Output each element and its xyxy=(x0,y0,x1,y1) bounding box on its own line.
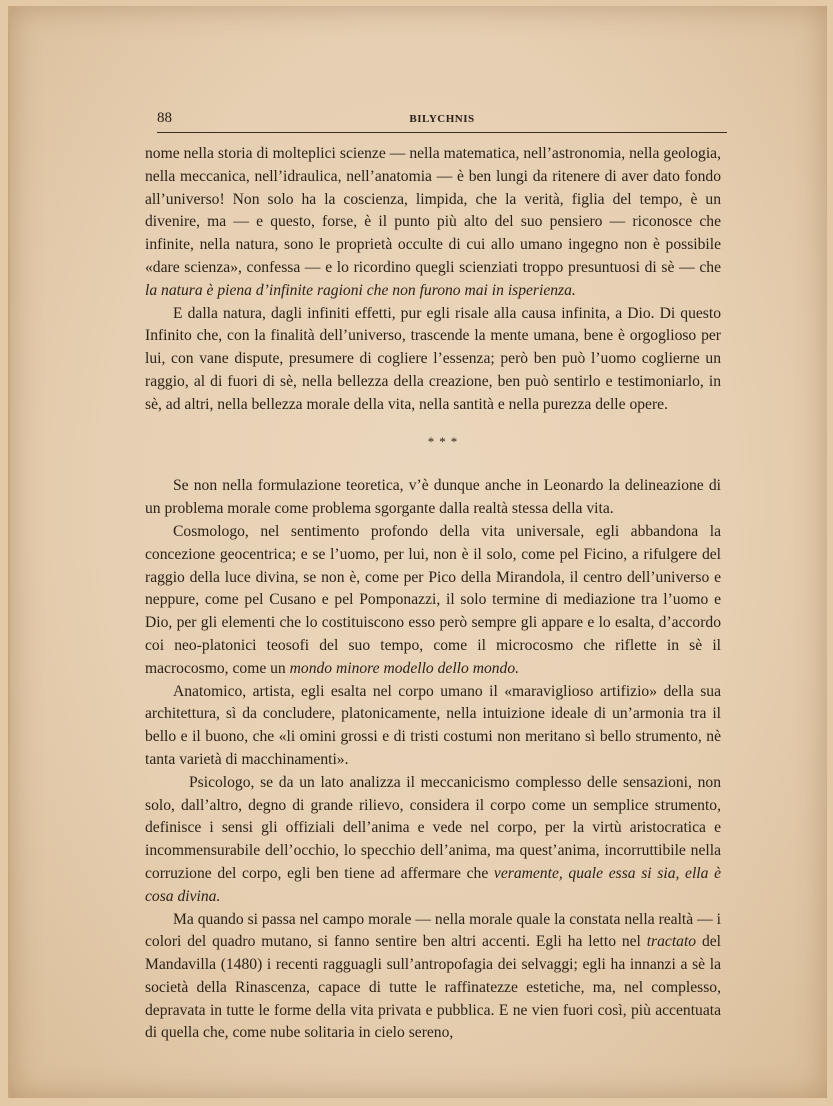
paragraph xyxy=(145,143,721,303)
text-run: Psicologo, se da un lato analizza il meccanicismo complesso delle sensazioni, non solo, dall’altro, degno di grande rilievo, considera il corpo come un semplice strumento, definisce i sensi gli offiziali dell’anima e vede nel corpo, per la virtù aristocratica e incommensurabile dell’occhio, lo specchio dell’anima, ma quest’anima, incorruttibile nella corruzione del corpo, egli ben tiene ad affermare che xyxy=(145,773,721,882)
italic-text: la natura è piena d’infinite ragioni che non furono mai in isperienza. xyxy=(145,281,576,299)
journal-title: BILYCHNIS xyxy=(409,113,475,125)
paragraph xyxy=(145,772,721,909)
text-run: Cosmologo, nel sentimento profondo della vita universale, egli abbandona la concezione geocentrica; e se l’uomo, per lui, non è il solo, come pel Ficino, a rifulgere del raggio della luce divina, se non è, come per Pico della Mirandola, il centro dell’universo e neppure, come pel Cusano e pel Pomponazzi, il solo termine di mediazione tra l’uomo e Dio, per gli elementi che lo costituiscono esso però sempre gli appare e lo esalta, d’accordo coi neo-platonici teosofi del suo tempo, come il microcosmo che riflette in sè il macrocosmo, come un xyxy=(145,522,721,677)
body-text xyxy=(145,143,721,1045)
text-run: del Mandavilla (1480) i recenti ragguagli sull’antropofagia dei selvaggi; egli ha innanzi a sè la società della Rinascenza, capace di tutte le raffinatezze estetiche, ma, nel complesso, depravata in tutte le forme della vita privata e pubblica. E ne vien fuori così, più accentuata di quella che, come nube solitaria in cielo sereno, xyxy=(145,933,721,1042)
page-number: 88 xyxy=(157,110,172,126)
italic-text: veramente, quale essa si sia, ella è cosa divina. xyxy=(145,864,722,905)
text-run: Ma quando si passa nel campo morale — nella morale quale la constata nella realtà — i colori del quadro mutano, si fanno sentire ben altri accenti. Egli ha letto nel xyxy=(145,910,721,951)
paragraph xyxy=(145,475,721,521)
paragraph xyxy=(145,303,721,417)
paragraph xyxy=(145,521,721,681)
running-head xyxy=(157,110,727,133)
text-run: Anatomico, artista, egli esalta nel corpo umano il «maraviglioso artifizio» della sua architettura, sì da concludere, platonicamente, nella intuizione ideale di un’armonia tra il bello e il buono, che «li omini grossi e di tristi costumi non meritano sì bello strumento, nè tanta varietà di macchinamenti». xyxy=(145,682,721,768)
paragraph xyxy=(145,909,721,1046)
text-run: E dalla natura, dagli infiniti effetti, pur egli risale alla causa infinita, a Dio. Di questo Infinito che, con la finalità dell’universo, trascende la mente umana, bene è orgoglioso per lui, con vane dispute, presumere di cogliere l’essenza; però ben può l’uomo coglierne un raggio, al di fuori di sè, nella bellezza della creazione, ben può sentirlo e testimoniarlo, in sè, ad altri, nella bellezza morale della vita, nella santità e nella purezza delle opere. xyxy=(145,304,721,413)
text-run: nome nella storia di molteplici scienze — nella matematica, nell’astronomia, nella geologia, nella meccanica, nell’idraulica, nell’anatomia — è ben lungi da ritenere di aver dato fondo all’universo! Non solo ha la coscienza, limpida, che la verità, figlia del tempo, è un divenire, ma — e questo, forse, è il punto più alto del suo pensiero — riconosce che infinite, nella natura, sono le proprietà occulte di cui allo umano ingegno non è possibile «dare scienza», confessa — e lo ricordino quegli scienziati troppo presuntuosi di sè — che xyxy=(145,145,721,276)
italic-text: mondo minore modello dello mondo. xyxy=(289,659,520,677)
text-run: Se non nella formulazione teoretica, v’è dunque anche in Leonardo la delineazione di un problema morale come problema sgorgante dalla realtà stessa della vita. xyxy=(145,477,721,518)
section-separator: *** xyxy=(427,433,463,449)
paragraph xyxy=(145,681,721,772)
italic-text: tractato xyxy=(646,933,697,951)
